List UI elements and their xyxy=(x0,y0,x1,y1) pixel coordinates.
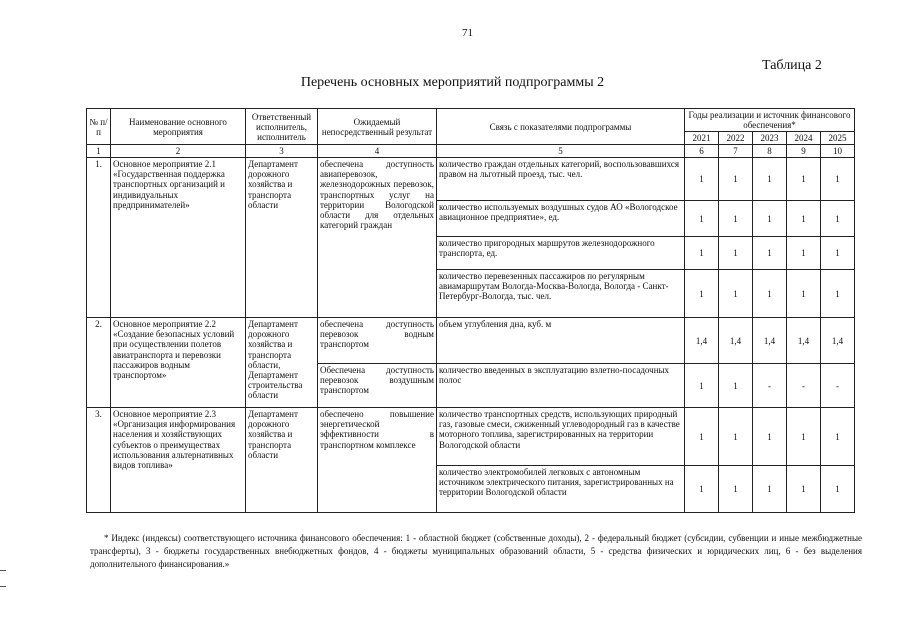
year-value: - xyxy=(821,364,855,408)
column-number: 8 xyxy=(753,145,787,158)
year-value: 1 xyxy=(685,237,719,270)
margin-mark xyxy=(0,586,6,587)
year-value: 1 xyxy=(719,466,753,513)
year-value: 1 xyxy=(821,158,855,201)
year-value: 1 xyxy=(787,201,821,237)
header-indicators: Связь с показателями подпрограммы xyxy=(437,109,685,145)
year-value: 1 xyxy=(719,237,753,270)
year-value: 1 xyxy=(719,201,753,237)
year-value: 1 xyxy=(787,270,821,318)
header-year: 2022 xyxy=(719,132,753,145)
year-value: 1 xyxy=(753,270,787,318)
margin-mark xyxy=(0,570,6,571)
header-years-group: Годы реализации и источник финансового обеспечения* xyxy=(685,109,855,132)
year-value: 1 xyxy=(685,364,719,408)
measure-name: Основное мероприятие 2.2 «Создание безопасных условий при осуществлении полетов авиатранспорта и перевозки пассажиров водным транспортом» xyxy=(111,318,246,408)
year-value: - xyxy=(787,364,821,408)
header-year: 2025 xyxy=(821,132,855,145)
measures-table xyxy=(86,108,855,513)
responsible: Департамент дорожного хозяйства и транспорта области xyxy=(246,408,318,513)
expected-result: обеспечено повышение энергетической эффективности в транспортном комплексе xyxy=(318,408,437,513)
indicator: количество электромобилей легковых с автономным источником электрического питания, зарегистрированных на территории Вологодской области xyxy=(437,466,685,513)
indicator: количество транспортных средств, использующих природный газ, газовые смеси, сжиженный углеводородный газ в качестве моторного топлива, зарегистрированных на территории Вологодской области xyxy=(437,408,685,466)
year-value: 1 xyxy=(753,408,787,466)
table-label: Таблица 2 xyxy=(762,58,822,73)
year-value: 1,4 xyxy=(821,318,855,364)
column-number: 9 xyxy=(787,145,821,158)
column-number: 7 xyxy=(719,145,753,158)
year-value: 1,4 xyxy=(753,318,787,364)
header-year: 2021 xyxy=(685,132,719,145)
year-value: 1 xyxy=(821,237,855,270)
year-value: 1 xyxy=(685,201,719,237)
column-number: 2 xyxy=(111,145,246,158)
year-value: 1 xyxy=(719,364,753,408)
header-result: Ожидаемый непосредственный результат xyxy=(318,109,437,145)
column-number: 3 xyxy=(246,145,318,158)
column-number: 10 xyxy=(821,145,855,158)
page-number: 71 xyxy=(462,27,473,39)
year-value: 1 xyxy=(821,201,855,237)
year-value: 1 xyxy=(719,408,753,466)
year-value: 1 xyxy=(685,408,719,466)
header-responsible: Ответственный исполнитель, исполнитель xyxy=(246,109,318,145)
indicator: количество пригородных маршрутов железнодорожного транспорта, ед. xyxy=(437,237,685,270)
column-number: 6 xyxy=(685,145,719,158)
table-row xyxy=(87,408,855,466)
year-value: 1 xyxy=(685,158,719,201)
year-value: 1 xyxy=(719,158,753,201)
year-value: 1 xyxy=(787,158,821,201)
year-value: 1 xyxy=(685,270,719,318)
row-num: 2. xyxy=(87,318,111,408)
indicator: количество перевезенных пассажиров по регулярным авиамаршрутам Вологда-Москва-Вологда, Вологда - Санкт-Петербург-Вологда, тыс. чел. xyxy=(437,270,685,318)
responsible: Департамент дорожного хозяйства и транспорта области xyxy=(246,158,318,318)
header-num: № п/п xyxy=(87,109,111,145)
document-title: Перечень основных мероприятий подпрограммы 2 xyxy=(300,75,605,90)
table-row xyxy=(87,158,855,201)
year-value: 1 xyxy=(787,408,821,466)
year-value: 1 xyxy=(821,408,855,466)
header-name: Наименование основного мероприятия xyxy=(111,109,246,145)
header-year: 2023 xyxy=(753,132,787,145)
year-value: 1 xyxy=(821,270,855,318)
responsible: Департамент дорожного хозяйства и транспорта области, Департамент строительства области xyxy=(246,318,318,408)
column-number: 1 xyxy=(87,145,111,158)
footnote: * Индекс (индексы) соответствующего источника финансового обеспечения: 1 - областной бюджет (собственные доходы), 2 - федеральный бюджет (субсидии, субвенции и иные межбюджетные трансферты), 3 - бюджеты государственных внебюджетных фондов, 4 - бюджеты муниципальных образований области, 5 - средства физических и юридических лиц, 6 - без выделения дополнительного финансирования.» xyxy=(90,533,862,570)
year-value: 1 xyxy=(787,466,821,513)
year-value: 1 xyxy=(753,158,787,201)
header-year: 2024 xyxy=(787,132,821,145)
measure-name: Основное мероприятие 2.3 «Организация информирования населения и хозяйствующих субъектов о преимуществах использования альтернативных видов топлива» xyxy=(111,408,246,513)
indicator: количество граждан отдельных категорий, воспользовавшихся правом на льготный проезд, тыс. чел. xyxy=(437,158,685,201)
column-number-row xyxy=(87,145,855,158)
expected-result: Обеспечена доступность перевозок воздушным транспортом xyxy=(318,364,437,408)
year-value: 1,4 xyxy=(719,318,753,364)
year-value: 1 xyxy=(753,466,787,513)
year-value: 1 xyxy=(787,237,821,270)
year-value: 1,4 xyxy=(787,318,821,364)
year-value: 1 xyxy=(753,201,787,237)
year-value: 1 xyxy=(685,466,719,513)
year-value: - xyxy=(753,364,787,408)
column-number: 4 xyxy=(318,145,437,158)
row-num: 3. xyxy=(87,408,111,513)
header-row xyxy=(87,109,855,132)
column-number: 5 xyxy=(437,145,685,158)
indicator: объем углубления дна, куб. м xyxy=(437,318,685,364)
indicator: количество используемых воздушных судов АО «Вологодское авиационное предприятие», ед. xyxy=(437,201,685,237)
year-value: 1 xyxy=(719,270,753,318)
row-num: 1. xyxy=(87,158,111,318)
measure-name: Основное мероприятие 2.1 «Государственная поддержка транспортных организаций и индивидуальных предпринимателей» xyxy=(111,158,246,318)
indicator: количество введенных в эксплуатацию взлетно-посадочных полос xyxy=(437,364,685,408)
expected-result: обеспечена доступность авиаперевозок, железнодорожных перевозок, транспортных услуг на территории Вологодской области для отдельных категорий граждан xyxy=(318,158,437,318)
year-value: 1 xyxy=(753,237,787,270)
year-value: 1 xyxy=(821,466,855,513)
expected-result: обеспечена доступность перевозок водным транспортом xyxy=(318,318,437,364)
table-row xyxy=(87,318,855,364)
year-value: 1,4 xyxy=(685,318,719,364)
